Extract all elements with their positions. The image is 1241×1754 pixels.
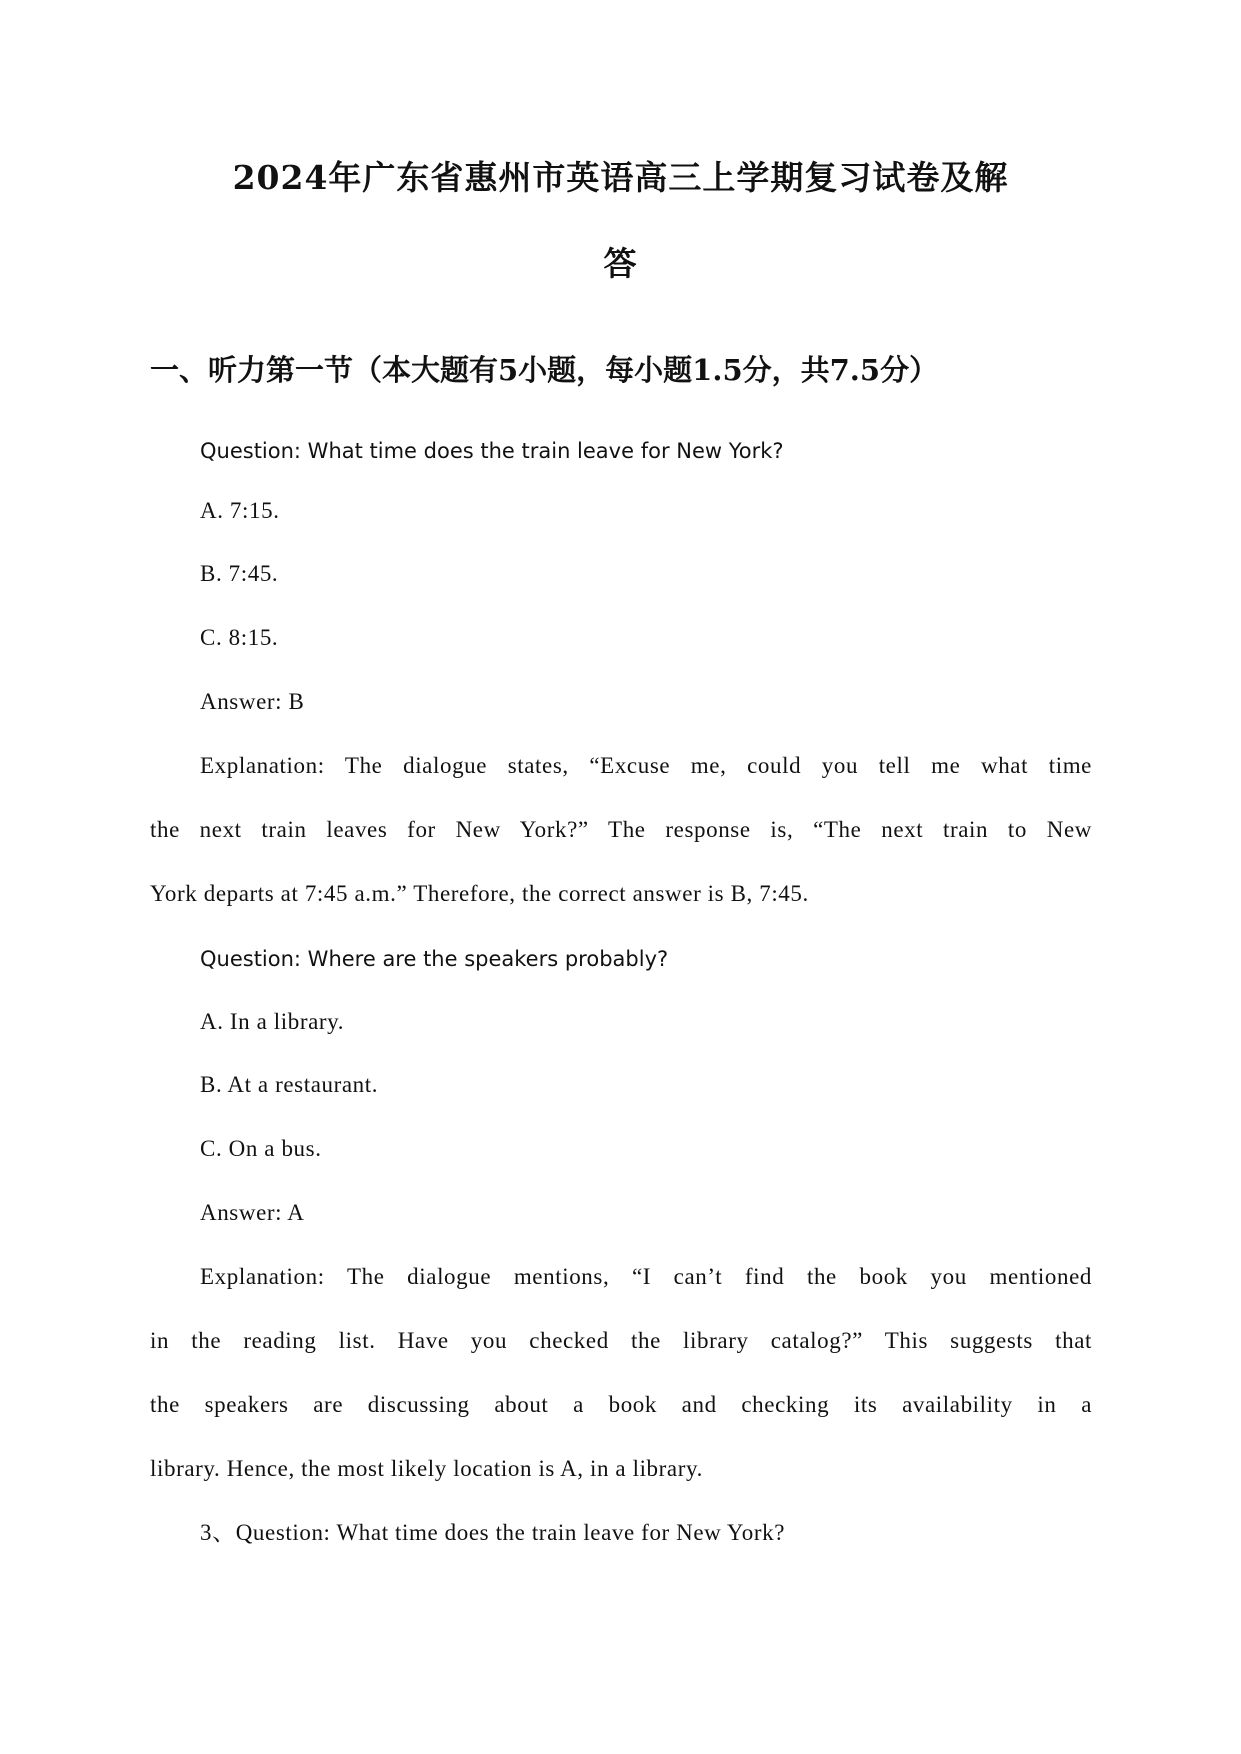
question-1-option-b: B. 7:45. bbox=[200, 561, 279, 586]
question-2-explanation-line-3: the speakers are discussing about a book and checking its availability in a bbox=[150, 1392, 1092, 1417]
question-1-text: Question: What time does the train leave for New York? bbox=[200, 439, 784, 463]
question-2-explanation-line-4: library. Hence, the most likely location is A, in a library. bbox=[150, 1456, 703, 1481]
question-1-option-a: A. 7:15. bbox=[200, 498, 280, 523]
question-2-option-c: C. On a bus. bbox=[200, 1136, 322, 1161]
question-2-explanation-line-1: Explanation: The dialogue mentions, “I can’t find the book you mentioned bbox=[200, 1264, 1092, 1289]
question-1-explanation-line-2: the next train leaves for New York?” The response is, “The next train to New bbox=[150, 817, 1092, 842]
question-1-option-c: C. 8:15. bbox=[200, 625, 279, 650]
question-1-explanation-line-3: York departs at 7:45 a.m.” Therefore, the correct answer is B, 7:45. bbox=[150, 881, 809, 906]
question-2-answer: Answer: A bbox=[200, 1200, 305, 1225]
question-3-text: 3、Question: What time does the train leave for New York? bbox=[200, 1520, 786, 1545]
question-2-option-b: B. At a restaurant. bbox=[200, 1072, 379, 1097]
question-2-text: Question: Where are the speakers probably? bbox=[200, 947, 669, 971]
question-2-explanation-line-2: in the reading list. Have you checked the library catalog?” This suggests that bbox=[150, 1328, 1092, 1353]
question-1-answer: Answer: B bbox=[200, 689, 305, 714]
question-2-option-a: A. In a library. bbox=[200, 1009, 345, 1034]
question-1-explanation-line-1: Explanation: The dialogue states, “Excuse me, could you tell me what time bbox=[200, 753, 1092, 778]
document-title-continued: 答 bbox=[603, 244, 638, 283]
section-heading: 一、听力第一节（本大题有5小题，每小题1.5分，共7.5分） bbox=[150, 353, 939, 387]
document-title: 2024年广东省惠州市英语高三上学期复习试卷及解 bbox=[232, 158, 1009, 197]
